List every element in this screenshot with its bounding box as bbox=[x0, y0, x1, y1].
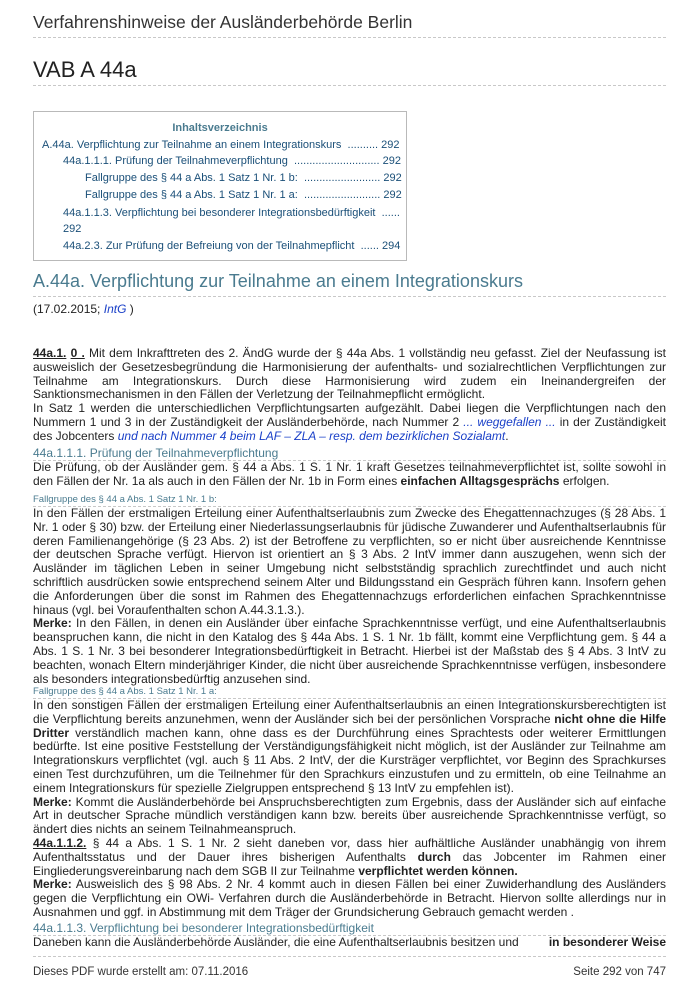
toc-entry[interactable]: 44a.2.3. Zur Prüfung der Befreiung von der Teilnahmepflicht ...... 294 bbox=[63, 240, 401, 252]
weggefallen-link[interactable]: ... weggefallen ... bbox=[463, 414, 556, 429]
title-divider bbox=[33, 85, 666, 86]
paragraph-fallgruppe-1a: In den sonstigen Fällen der erstmaligen Erteilung einer Aufenthaltserlaubnis an einen Integrationskursberechtigten ist die Verpflichtung bereits anzunehmen, wenn der Ausländer sich bei der persönlichen Vorsprache nicht ohne die Hilfe Dritter verständlich machen kann, ohne dass es der Durchführung eines Sprachtests oder weiterer Ermittlungen bedürfte. Ist eine positive Feststellung der Verständigungsfähigkeit nicht möglich, ist der Ausländer zur Teilnahme am Integrationskurs verpflichtet (vgl. auch § 11 Abs. 2 IntV, der die Kursträger verpflichtet, vor Beginn des Sprachkurses einen Test durchzuführen, um die Teilnehmer für den Sprachkurs einzustufen und zu ermitteln, ob eine Teilnahme an einem Integrationskurs für spezielle Zielgruppen entsprechend § 13 IntV zu empfehlen ist). Merke: Kommt die Ausländerbehörde bei Anspruchsberechtigten zum Ergebnis, dass der Ausländer sich auf einfache Art in deutscher Sprache mündlich verständigen kann bzw. bereits über ausreichende Sprachkenntnisse verfügt, so ändert dies nichts an seinem Teilnahmeanspruch. 44a.1.1.2. § 44 a Abs. 1 S. 1 Nr. 2 sieht daneben vor, dass hier aufhältliche Ausländer unabhängig von ihrem Aufenthaltsstatus und der Dauer ihres bisherigen Aufenthalts durch das Jobcenter im Rahmen einer Eingliederungsvereinbarung nach dem SGB II zur Teilnahme verpflichtet werden können. Merke: Ausweislich des § 98 Abs. 2 Nr. 4 kommt auch in diesen Fällen bei einer Zuwiderhandlung des Ausländers gegen die Verpflichtung ein OWi- Verfahren durch die Ausländerbehörde in Betracht. Hiervon sollte allerdings nur in Ausnahmen und ggf. in Abstimmung mit dem Träger der Grundsicherung Gebrauch gemacht werden . bbox=[33, 698, 667, 919]
toc-entry[interactable]: 44a.1.1.3. Verpflichtung bei besonderer Integrationsbedürftigkeit ...... bbox=[63, 207, 400, 219]
document-title: VAB A 44a bbox=[33, 57, 137, 82]
section-title: A.44a. Verpflichtung zur Teilnahme an einem Integrationskurs bbox=[33, 271, 523, 291]
section-divider bbox=[33, 296, 666, 297]
subsection-title: 44a.1.1.1. Prüfung der Teilnahmeverpflichtung bbox=[33, 446, 279, 460]
paragraph-prufung: Die Prüfung, ob der Ausländer gem. § 44 a Abs. 1 S. 1 Nr. 1 kraft Gesetzes teilnahmeverpflichtet ist, sollte sowohl in den Fällen der Nr. 1a als auch in den Fällen der Nr. 1b in Form eines einfachen Alltagsgesprächs erfolgen. bbox=[33, 460, 666, 488]
laf-zla-link[interactable]: und nach Nummer 4 beim LAF – ZLA – resp. dem bezirklichen Sozialamt bbox=[117, 428, 506, 443]
fallgruppe-1b-title: Fallgruppe des § 44 a Abs. 1 Satz 1 Nr. 1 b: bbox=[33, 494, 217, 505]
footer-page-number: Seite 292 von 747 bbox=[573, 966, 666, 978]
header-divider bbox=[33, 37, 666, 38]
section-date: (17.02.2015; IntG ) bbox=[33, 302, 134, 316]
toc-heading: Inhaltsverzeichnis bbox=[172, 122, 268, 134]
toc-entry-page[interactable]: 292 bbox=[63, 223, 82, 235]
table-of-contents bbox=[33, 111, 407, 261]
paragraph-44a-1: 44a.1. 0 . Mit dem Inkrafttreten des 2. ÄndG wurde der § 44a Abs. 1 vollständig neu gefasst. Ziel der Neufassung ist ausweislich der Gesetzesbegründung die Harmonisierung der aufenthalts- und sozialrechtlichen Verpflichtungen zur Teilnahme am Integrationskurs. Durch diese Harmonisierung wird zudem ein Ineinandergreifen der Sanktionsmechanismen in den Fällen der Verletzung der Teilnahmepflicht ermöglicht. In Satz 1 werden die unterschiedlichen Verpflichtungsarten aufgezählt. Dabei liegen die Verpflichtungen nach den Nummern 1 und 3 in der Zuständigkeit der Ausländerbehörde, nach Nummer 2 ... weggefallen ... in der Zuständigkeit des Jobcenters und nach Nummer 4 beim LAF – ZLA – resp. dem bezirklichen Sozialamt. bbox=[33, 346, 666, 443]
toc-entry[interactable]: 44a.1.1.1. Prüfung der Teilnahmeverpflichtung ............................ 292 bbox=[63, 155, 401, 167]
intg-link[interactable]: IntG bbox=[103, 302, 127, 316]
footer-divider bbox=[33, 956, 666, 957]
paragraph-besondere: Daneben kann die Ausländerbehörde Ausländer, die eine Aufenthaltserlaubnis besitzen und in besonderer Weise bbox=[33, 936, 666, 949]
toc-entry[interactable]: A.44a. Verpflichtung zur Teilnahme an einem Integrationskurs .......... 292 bbox=[42, 139, 400, 151]
paragraph-fallgruppe-1b: In den Fällen der erstmaligen Erteilung einer Aufenthaltserlaubnis zum Zwecke des Ehegattennachzuges (§ 28 Abs. 1 Nr. 1 oder § 30) bzw. der Erteilung einer Niederlassungserlaubnis für jüdische Zuwanderer und Aufenthaltserlaubnis für deren Familienangehörige (§ 23 Abs. 2) ist der Betroffene zu verpflichten, so er nicht über ausreichende Kenntnisse der deutschen Sprache verfügt. Hiervon ist orientiert an § 3 Abs. 2 IntV immer dann auszugehen, wenn sich der Ausländer im täglichen Leben in seiner Umgebung nicht selbstständig sprachlich zurechtfindet und auch nicht schriftlich ausdrücken sowie entsprechend seinem Alter und Bildungsstand ein Gespräch führen kann. Insofern gehen die Anforderungen über die sonst im Rahmen des Ehegattennachzugs erforderlichen einfachen Sprachkenntnisse hinaus (vgl. bei Voraufenthalten schon A.44.3.1.3.). Merke: In den Fällen, in denen ein Ausländer über einfache Sprachkenntnisse verfügt, und eine Aufenthaltserlaubnis beanspruchen kann, die nicht in den Katalog des § 44a Abs. 1 S. 1 Nr. 1b fällt, kommt eine Verpflichtung gem. § 44 a Abs. 1 S. 1 Nr. 3 bei besonderer Integrationsbedürftigkeit in Betracht. Hierbei ist der Maßstab des § 4 Abs. 3 IntV zu beachten, wonach Eltern minderjähriger Kinder, die nicht über ausreichende Sprachkenntnisse verfügen, insbesondere als besonders integrationsbedürftig anzusehen sind. bbox=[33, 506, 666, 686]
site-header-title: Verfahrenshinweise der Ausländerbehörde Berlin bbox=[33, 12, 413, 32]
toc-entry[interactable]: Fallgruppe des § 44 a Abs. 1 Satz 1 Nr. 1 a: ......................... 292 bbox=[85, 189, 402, 201]
subsection-title: 44a.1.1.3. Verpflichtung bei besonderer Integrationsbedürftigkeit bbox=[33, 921, 374, 935]
footer-created-date: Dieses PDF wurde erstellt am: 07.11.2016 bbox=[33, 966, 249, 978]
fallgruppe-1a-title: Fallgruppe des § 44 a Abs. 1 Satz 1 Nr. 1 a: bbox=[33, 686, 217, 697]
toc-entry[interactable]: Fallgruppe des § 44 a Abs. 1 Satz 1 Nr. 1 b: ......................... 292 bbox=[85, 172, 402, 184]
